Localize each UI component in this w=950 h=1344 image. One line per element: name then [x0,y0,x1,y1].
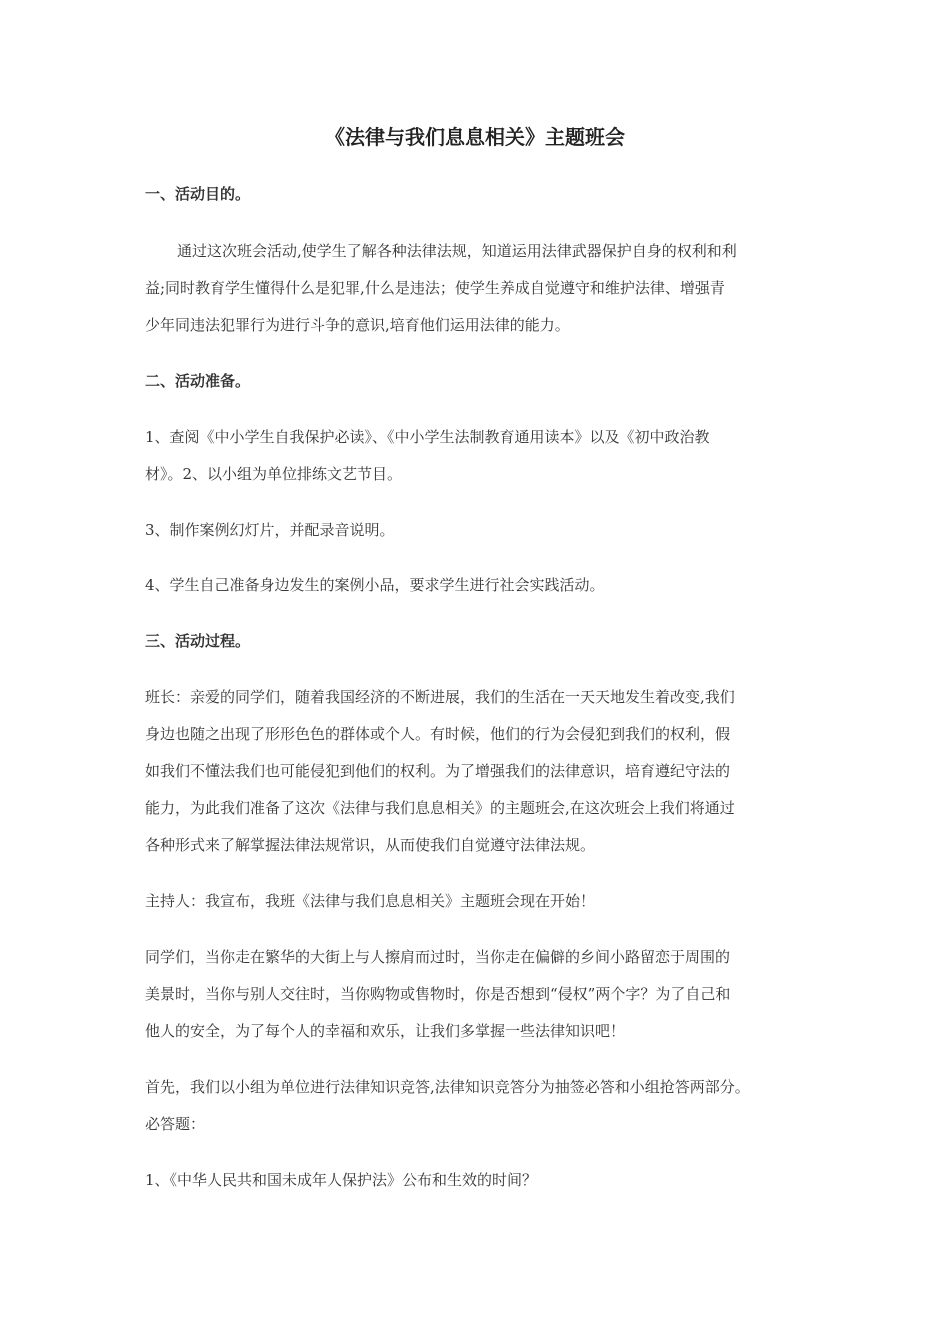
paragraph-line: 美景时，当你与别人交往时，当你购物或售物时，你是否想到“侵权”两个字？为了自己和 [145,985,731,1003]
paragraph-line: 各种形式来了解掌握法律法规常识，从而使我们自觉遵守法律法规。 [145,836,596,854]
paragraph-line: 如我们不懂法我们也可能侵犯到他们的权利。为了增强我们的法律意识，培育遵纪守法的 [145,762,731,780]
paragraph-line: 身边也随之出现了形形色色的群体或个人。有时候，他们的行为会侵犯到我们的权利，假 [145,725,731,743]
paragraph-line: 主持人：我宣布，我班《法律与我们息息相关》主题班会现在开始！ [145,892,596,910]
paragraph-line: 3、制作案例幻灯片，并配录音说明。 [145,521,395,539]
paragraph-line: 益;同时教育学生懂得什么是犯罪,什么是违法；使学生养成自觉遵守和维护法律、增强青 [145,279,725,297]
paragraph-line: 同学们，当你走在繁华的大街上与人擦肩而过时，当你走在偏僻的乡间小路留恋于周围的 [145,948,731,966]
paragraph-line: 4、学生自己准备身边发生的案例小品，要求学生进行社会实践活动。 [145,576,605,594]
section-heading-process: 三、活动过程。 [145,632,251,650]
question-line: 1、《中华人民共和国未成年人保护法》公布和生效的时间？ [145,1171,538,1189]
document-title: 《法律与我们息息相关》主题班会 [325,125,625,149]
paragraph-line: 他人的安全，为了每个人的幸福和欢乐，让我们多掌握一些法律知识吧！ [145,1022,626,1040]
paragraph-line: 少年同违法犯罪行为进行斗争的意识,培育他们运用法律的能力。 [145,316,570,334]
paragraph-line: 通过这次班会活动,使学生了解各种法律法规，知道运用法律武器保护自身的权利和利 [177,242,737,260]
paragraph-line: 能力，为此我们准备了这次《法律与我们息息相关》的主题班会,在这次班会上我们将通过 [145,799,735,817]
section-heading-preparation: 二、活动准备。 [145,372,251,390]
section-heading-purpose: 一、活动目的。 [145,185,251,203]
paragraph-line: 材》。2、以小组为单位排练文艺节目。 [145,465,403,483]
paragraph-line: 1、查阅《中小学生自我保护必读》、《中小学生法制教育通用读本》以及《初中政治教 [145,428,710,446]
paragraph-line: 首先，我们以小组为单位进行法律知识竞答,法律知识竞答分为抽签必答和小组抢答两部分。 [145,1078,750,1096]
paragraph-line: 班长：亲爱的同学们，随着我国经济的不断进展，我们的生活在一天天地发生着改变,我们 [145,688,735,706]
paragraph-line: 必答题： [145,1115,206,1133]
